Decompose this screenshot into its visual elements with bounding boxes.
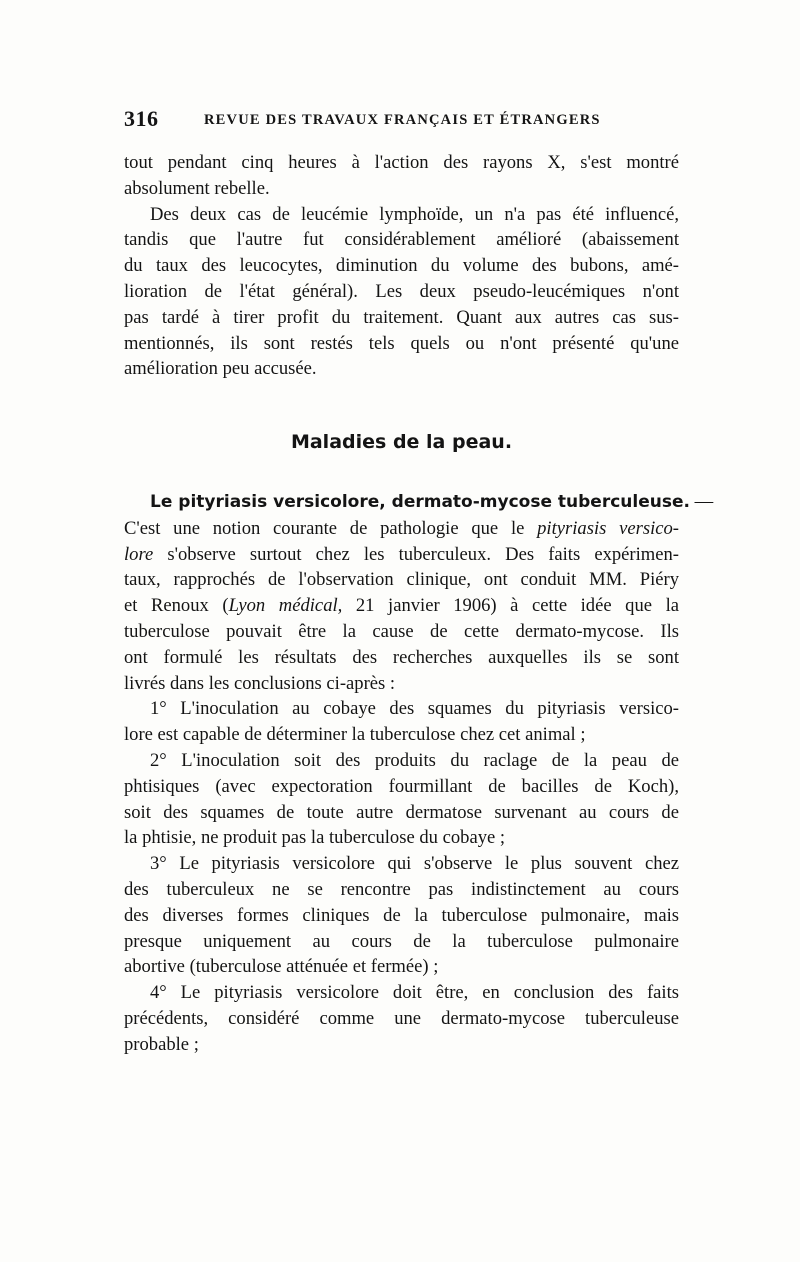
article-title: Le pityriasis versicolore, dermato-mycose tuberculeuse. [150,491,690,512]
text-line: mentionnés, ils sont restés tels quels ou n'ont présenté qu'une [124,332,679,354]
article-title-line [124,489,714,516]
text-line: amélioration peu accusée. [124,358,317,380]
text-line: 2° L'inoculation soit des produits du raclage de la peau de [150,749,679,771]
text-line: soit des squames de toute autre dermatose survenant au cours de [124,801,679,823]
conclusion-1 [124,696,679,748]
text-line [124,542,679,568]
pityriasis-article [124,489,714,696]
text-line: pas tardé à tirer profit du traitement. Quant aux autres cas sus- [124,306,679,328]
text-run: et Renoux ( [124,595,229,617]
text-line: des diverses formes cliniques de la tuberculose pulmonaire, mais [124,904,679,926]
text-line: 1° L'inoculation au cobaye des squames du pityriasis versico- [150,698,679,720]
text-line: tuberculose pouvait être la cause de cette dermato-mycose. Ils [124,620,679,642]
text-line: Des deux cas de leucémie lymphoïde, un n'a pas été influencé, [150,203,679,225]
text-line: probable ; [124,1033,199,1055]
text-line: précédents, considéré comme une dermato-mycose tuberculeuse [124,1007,679,1029]
page-number: 316 [124,106,159,131]
text-line: phtisiques (avec expectoration fourmillant de bacilles de Koch), [124,775,679,797]
italic-term: lore [124,543,154,565]
italic-term: pityriasis versico- [537,517,679,539]
text-line: du taux des leucocytes, diminution du volume des bubons, amé- [124,255,679,277]
text-line: tout pendant cinq heures à l'action des rayons X, s'est montré [124,152,679,173]
text-run: C'est une notion courante de pathologie que le [124,517,538,539]
text-run: 21 janvier 1906) à cette idée que la [342,595,680,617]
journal-citation: Lyon médical, [228,595,343,617]
conclusion-2 [124,748,679,851]
text-line: tandis que l'autre fut considérablement amélioré (abaissement [124,229,679,251]
text-line: presque uniquement au cours de la tuberculose pulmonaire [124,930,679,952]
journal-title: REVUE DES TRAVAUX FRANÇAIS ET ÉTRANGERS [204,112,601,128]
text-line [124,516,679,542]
text-line: taux, rapprochés de l'observation clinique, ont conduit MM. Piéry [124,569,679,591]
text-line: 3° Le pityriasis versicolore qui s'observe le plus souvent chez [150,853,679,875]
em-dash: — [689,490,714,512]
text-line: 4° Le pityriasis versicolore doit être, en conclusion des faits [150,982,679,1004]
conclusion-3 [124,851,679,980]
text-line: livrés dans les conclusions ci-après : [124,672,396,694]
text-line: lioration de l'état général). Les deux pseudo-leucémiques n'ont [124,280,679,302]
text-line: lore est capable de déterminer la tuberculose chez cet animal ; [124,724,586,746]
text-line: absolument rebelle. [124,177,270,199]
text-line: ont formulé les résultats des recherches auxquelles ils se sont [124,646,679,668]
leukemia-paragraph [124,202,679,383]
running-head [124,106,679,136]
conclusion-4 [124,980,679,1057]
text-line: abortive (tuberculose atténuée et fermée) ; [124,956,439,978]
section-heading: Maladies de la peau. [290,431,513,454]
body-text [124,150,714,1058]
text-line: la phtisie, ne produit pas la tuberculose du cobaye ; [124,827,506,849]
continuation-paragraph [124,150,679,202]
text-line: des tuberculeux ne se rencontre pas indistinctement au cours [124,878,679,900]
text-run: s'observe surtout chez les tuberculeux. Des faits expérimen- [153,543,679,565]
text-line [124,593,679,619]
